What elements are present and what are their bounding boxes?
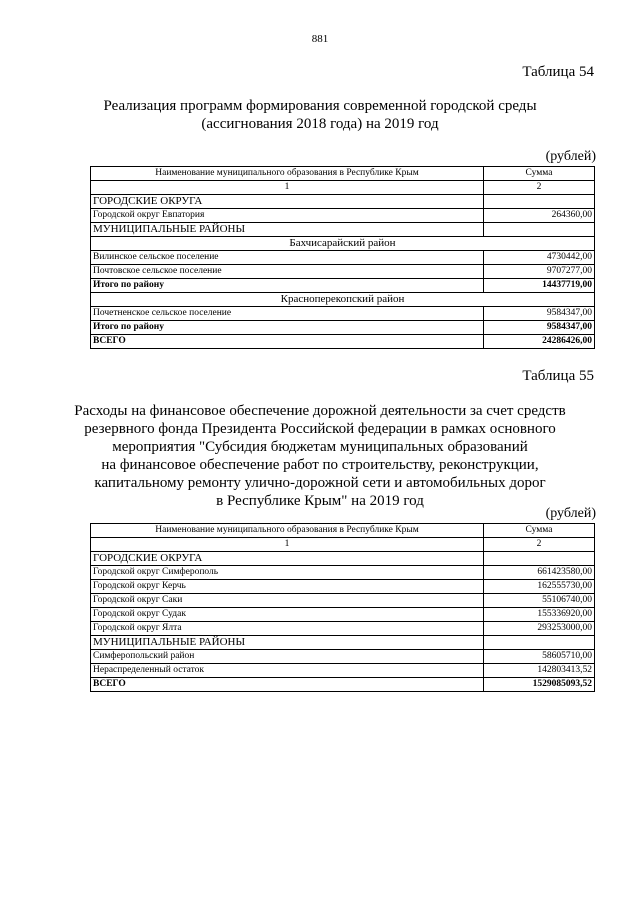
table-row bbox=[91, 622, 595, 636]
row-name: ВСЕГО bbox=[91, 678, 484, 692]
row-value bbox=[484, 195, 595, 209]
row-value: 162555730,00 bbox=[484, 580, 595, 594]
table-row bbox=[91, 664, 595, 678]
colnum-1: 1 bbox=[91, 181, 484, 195]
row-value: 14437719,00 bbox=[484, 279, 595, 293]
colnum-2: 2 bbox=[484, 181, 595, 195]
table54-title-line: Реализация программ формирования современной городской среды bbox=[103, 98, 537, 114]
row-name: Городской округ Евпатория bbox=[91, 209, 484, 223]
colnum-1: 1 bbox=[91, 538, 484, 552]
table55-title-line: резервного фонда Президента Российской федерации в рамках основного bbox=[84, 421, 556, 437]
total-row bbox=[91, 335, 595, 349]
row-value: 9707277,00 bbox=[484, 265, 595, 279]
row-name: Итого по району bbox=[91, 279, 484, 293]
row-name: Городской округ Судак bbox=[91, 608, 484, 622]
table-header-row bbox=[91, 167, 595, 181]
table55-title-line: Расходы на финансовое обеспечение дорожной деятельности за счет средств bbox=[74, 403, 566, 419]
row-name: Нераспределенный остаток bbox=[91, 664, 484, 678]
row-name: Симферопольский район bbox=[91, 650, 484, 664]
row-name: Городской округ Симферополь bbox=[91, 566, 484, 580]
table-row bbox=[91, 195, 595, 209]
table54-title bbox=[0, 97, 640, 133]
header-sum: Сумма bbox=[484, 524, 595, 538]
total-row bbox=[91, 678, 595, 692]
table54 bbox=[90, 166, 595, 349]
row-name: ГОРОДСКИЕ ОКРУГА bbox=[91, 195, 484, 209]
column-number-row bbox=[91, 538, 595, 552]
subtotal-row bbox=[91, 321, 595, 335]
row-value: 55106740,00 bbox=[484, 594, 595, 608]
district-row bbox=[91, 237, 595, 251]
table-row bbox=[91, 552, 595, 566]
table54-title-line: (ассигнования 2018 года) на 2019 год bbox=[201, 116, 439, 132]
table55-label: Таблица 55 bbox=[522, 368, 594, 384]
table54-label: Таблица 54 bbox=[522, 64, 594, 80]
table55-unit: (рублей) bbox=[545, 506, 596, 521]
row-name: ГОРОДСКИЕ ОКРУГА bbox=[91, 552, 484, 566]
row-value: 58605710,00 bbox=[484, 650, 595, 664]
table55-title-line: в Республике Крым" на 2019 год bbox=[216, 493, 424, 509]
table-row bbox=[91, 580, 595, 594]
district-name: Красноперекопский район bbox=[91, 293, 595, 307]
district-row bbox=[91, 293, 595, 307]
header-name: Наименование муниципального образования в Республике Крым bbox=[91, 524, 484, 538]
row-name: Почетненское сельское поселение bbox=[91, 307, 484, 321]
row-value: 142803413,52 bbox=[484, 664, 595, 678]
row-name: Городской округ Керчь bbox=[91, 580, 484, 594]
row-name: ВСЕГО bbox=[91, 335, 484, 349]
row-value: 4730442,00 bbox=[484, 251, 595, 265]
row-name: Вилинское сельское поселение bbox=[91, 251, 484, 265]
table-row bbox=[91, 636, 595, 650]
table-row bbox=[91, 209, 595, 223]
table55 bbox=[90, 523, 595, 692]
table-row bbox=[91, 650, 595, 664]
row-value: 155336920,00 bbox=[484, 608, 595, 622]
table-row bbox=[91, 307, 595, 321]
row-value bbox=[484, 552, 595, 566]
row-value: 9584347,00 bbox=[484, 321, 595, 335]
row-name: Городской округ Ялта bbox=[91, 622, 484, 636]
row-name: Почтовское сельское поселение bbox=[91, 265, 484, 279]
table-row bbox=[91, 265, 595, 279]
table55-title-line: капитальному ремонту улично-дорожной сети и автомобильных дорог bbox=[94, 475, 546, 491]
row-value: 661423580,00 bbox=[484, 566, 595, 580]
row-value: 264360,00 bbox=[484, 209, 595, 223]
table-row bbox=[91, 594, 595, 608]
header-name: Наименование муниципального образования в Республике Крым bbox=[91, 167, 484, 181]
row-name: МУНИЦИПАЛЬНЫЕ РАЙОНЫ bbox=[91, 636, 484, 650]
table54-unit: (рублей) bbox=[545, 149, 596, 164]
row-value bbox=[484, 223, 595, 237]
table55-title-line: на финансовое обеспечение работ по строительству, реконструкции, bbox=[101, 457, 539, 473]
table-row bbox=[91, 251, 595, 265]
column-number-row bbox=[91, 181, 595, 195]
header-sum: Сумма bbox=[484, 167, 595, 181]
table55-title bbox=[0, 402, 640, 510]
row-name: Городской округ Саки bbox=[91, 594, 484, 608]
row-value: 24286426,00 bbox=[484, 335, 595, 349]
colnum-2: 2 bbox=[484, 538, 595, 552]
row-name: МУНИЦИПАЛЬНЫЕ РАЙОНЫ bbox=[91, 223, 484, 237]
table55-title-line: мероприятия "Субсидия бюджетам муниципальных образований bbox=[112, 439, 528, 455]
table-row bbox=[91, 566, 595, 580]
table-row bbox=[91, 608, 595, 622]
row-name: Итого по району bbox=[91, 321, 484, 335]
table-row bbox=[91, 223, 595, 237]
row-value: 9584347,00 bbox=[484, 307, 595, 321]
page-number: 881 bbox=[311, 33, 329, 45]
row-value bbox=[484, 636, 595, 650]
subtotal-row bbox=[91, 279, 595, 293]
district-name: Бахчисарайский район bbox=[91, 237, 595, 251]
row-value: 1529085093,52 bbox=[484, 678, 595, 692]
table-header-row bbox=[91, 524, 595, 538]
row-value: 293253000,00 bbox=[484, 622, 595, 636]
